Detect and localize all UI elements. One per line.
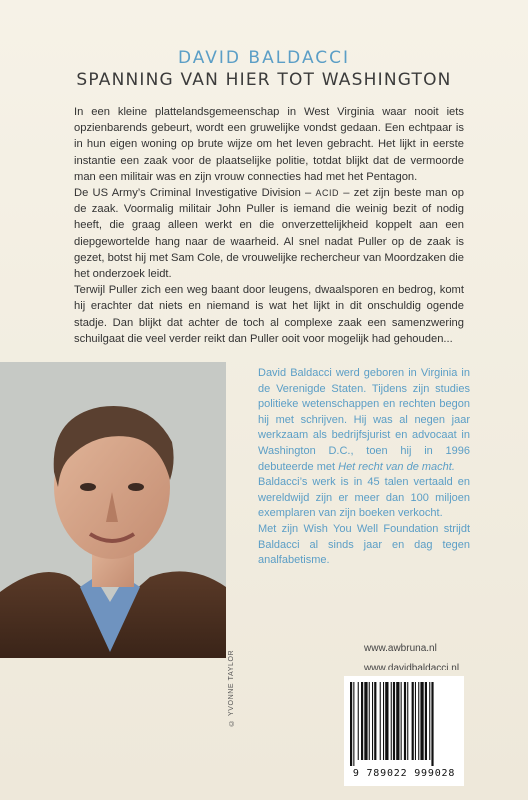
barcode-bar — [385, 682, 388, 760]
photo-credit: © YVONNE TAYLOR — [228, 649, 235, 726]
barcode-bar — [372, 682, 373, 760]
acid-abbreviation: ACID — [315, 188, 340, 199]
barcode-bar — [415, 682, 416, 760]
barcode-bar — [350, 682, 352, 766]
tagline: SPANNING VAN HIER TOT WASHINGTON — [76, 70, 452, 90]
barcode-bar — [393, 682, 395, 760]
debut-title: Het recht van de macht. — [338, 460, 455, 473]
barcode-bar — [358, 682, 359, 760]
author-bio — [258, 366, 470, 569]
isbn-number: 9 789022 999028 — [352, 768, 456, 779]
blurb-p2-end: – zet zijn beste man op de zaak. Voormalig militair John Puller is iemand die weinig bezit of nodig heeft, die graag alleen werkt en die onverzettelijkheid koppelt aan een diepgewortelde hang naar de waarheid. Al snel nadat Puller op de zaak is gezet, botst hij met Sam Cole, de vrouwelijke rechercheur van Moordzaken die het onderzoek leidt. — [74, 187, 465, 281]
publisher-website[interactable]: www.awbruna.nl — [364, 643, 437, 654]
barcode-bar — [364, 682, 367, 760]
blurb — [74, 104, 464, 347]
author-portrait-illustration — [0, 362, 226, 658]
barcode-bars — [350, 682, 458, 766]
barcode-bar — [431, 682, 433, 766]
barcode — [344, 676, 464, 786]
author-name: DAVID BALDACCI — [177, 48, 351, 68]
bio-paragraph-1 — [258, 366, 470, 475]
barcode-bar — [420, 682, 423, 760]
barcode-bar — [404, 682, 406, 760]
barcode-bar — [407, 682, 408, 760]
bio-paragraph-2: Baldacci’s werk is in 45 talen vertaald en wereldwijd zijn er meer dan 100 miljoen exemplaren van zijn boeken verkocht. — [258, 476, 470, 520]
barcode-bar — [396, 682, 399, 760]
author-photo — [0, 362, 226, 658]
barcode-bar — [418, 682, 419, 760]
barcode-bar — [412, 682, 414, 760]
barcode-bar — [353, 682, 354, 766]
barcode-bar — [429, 682, 430, 760]
bio-paragraph-3: Met zijn Wish You Well Foundation strijdt Baldacci al sinds jaar en dag tegen analfabetisme. — [258, 522, 470, 567]
barcode-bar — [401, 682, 402, 760]
blurb-paragraph-1: In een kleine plattelandsgemeenschap in West Virginia waar nooit iets opzienbarends gebeurt, wordt een gruwelijke vondst gedaan. Een echtpaar is in hun eigen woning op brute wijze om het leven gebracht. Het lijkt in eerste instantie een zaak voor de plaatselijke politie, totdat blijkt dat de vermoorde man een militair was en zijn vrouw connecties had met het Pentagon. — [74, 106, 464, 183]
barcode-bar — [380, 682, 381, 760]
barcode-bar — [374, 682, 376, 760]
blurb-paragraph-3: Terwijl Puller zich een weg baant door leugens, dwaalsporen en bedrog, komt hij erachter dat niets en niemand is wat het lijkt in dit onschuldig ogende stadje. Dan blijkt dat achter de toch al complexe zaak een samenzwering schuilgaat die veel verder reikt dan Puller ooit voor mogelijk had gehouden... — [74, 284, 464, 345]
barcode-bar — [391, 682, 392, 760]
blurb-paragraph-2 — [74, 185, 464, 282]
bio-p1-text: David Baldacci werd geboren in Virginia in de Verenigde Staten. Tijdens zijn studies politieke wetenschappen en rechten begon hij met schrijven. Hij was al negen jaar werkzaam als bedrijfsjurist en advocaat in Washington D.C., toen hij in 1996 debuteerde met — [258, 367, 470, 473]
barcode-bar — [361, 682, 363, 760]
barcode-bar — [425, 682, 427, 760]
barcode-bar — [383, 682, 384, 760]
blurb-p2-start: De US Army’s Criminal Investigative Division – — [74, 187, 312, 200]
author-website[interactable]: www.davidbaldacci.nl — [364, 663, 460, 670]
barcode-bar — [369, 682, 370, 760]
